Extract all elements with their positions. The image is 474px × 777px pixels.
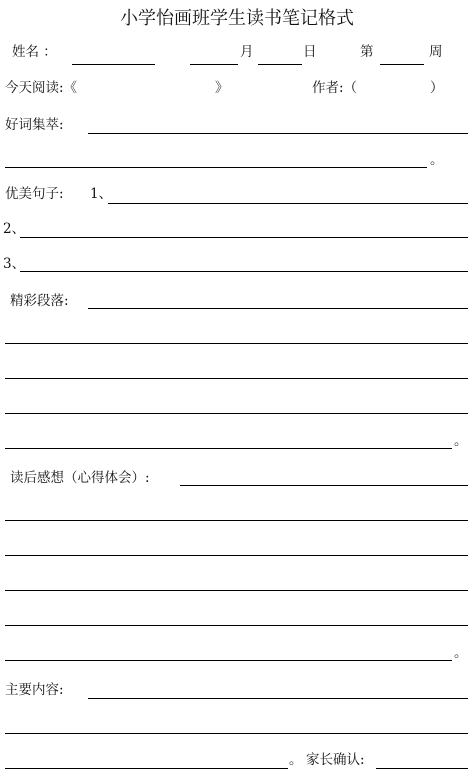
passages-label: 精彩段落: [10, 293, 69, 309]
sentence-3-line[interactable] [20, 271, 468, 272]
page-title: 小学怡画班学生读书笔记格式 [120, 8, 354, 29]
reflection-line-2[interactable] [5, 520, 468, 521]
reflection-line-1[interactable] [180, 485, 468, 486]
author-label: 作者:（ [312, 80, 358, 96]
main-content-label: 主要内容: [5, 682, 64, 698]
passages-period: 。 [454, 433, 468, 449]
sentence-2-number: 2、 [3, 221, 26, 237]
reflection-line-5[interactable] [5, 625, 468, 626]
name-label: 姓名 ： [12, 44, 57, 60]
sentence-2-line[interactable] [20, 237, 468, 238]
name-field[interactable] [72, 64, 155, 65]
author-close-bracket: ） [430, 80, 444, 96]
month-field[interactable] [190, 64, 238, 65]
parent-confirm-label: 家长确认: [306, 752, 365, 768]
sentence-3-number: 3、 [3, 256, 26, 272]
main-content-line-3[interactable] [5, 768, 288, 769]
passages-line-1[interactable] [88, 308, 468, 309]
day-label: 日 [303, 44, 317, 60]
book-close-bracket: 》 [215, 80, 229, 96]
passages-line-2[interactable] [5, 343, 468, 344]
week-suffix-label: 周 [429, 44, 443, 60]
passages-line-3[interactable] [5, 378, 468, 379]
passages-line-5[interactable] [5, 448, 452, 449]
reflection-line-6[interactable] [5, 660, 452, 661]
good-words-period: 。 [430, 152, 444, 168]
week-prefix-label: 第 [360, 44, 374, 60]
week-field[interactable] [380, 64, 424, 65]
reflection-label: 读后感想（心得体会）: [10, 470, 150, 486]
month-label: 月 [240, 44, 254, 60]
good-words-line-2[interactable] [5, 167, 427, 168]
sentence-1-number: 1、 [90, 186, 113, 202]
reflection-line-3[interactable] [5, 555, 468, 556]
day-field[interactable] [258, 64, 302, 65]
main-content-period: 。 [289, 752, 303, 768]
passages-line-4[interactable] [5, 413, 468, 414]
parent-confirm-field[interactable] [376, 768, 468, 769]
main-content-line-2[interactable] [5, 733, 468, 734]
good-sentences-label: 优美句子: [5, 186, 64, 202]
reflection-period: 。 [454, 645, 468, 661]
today-reading-label: 今天阅读:《 [5, 80, 78, 96]
good-words-line-1[interactable] [88, 133, 468, 134]
main-content-line-1[interactable] [88, 698, 468, 699]
sentence-1-line[interactable] [108, 203, 468, 204]
reflection-line-4[interactable] [5, 590, 468, 591]
good-words-label: 好词集萃: [5, 117, 64, 133]
